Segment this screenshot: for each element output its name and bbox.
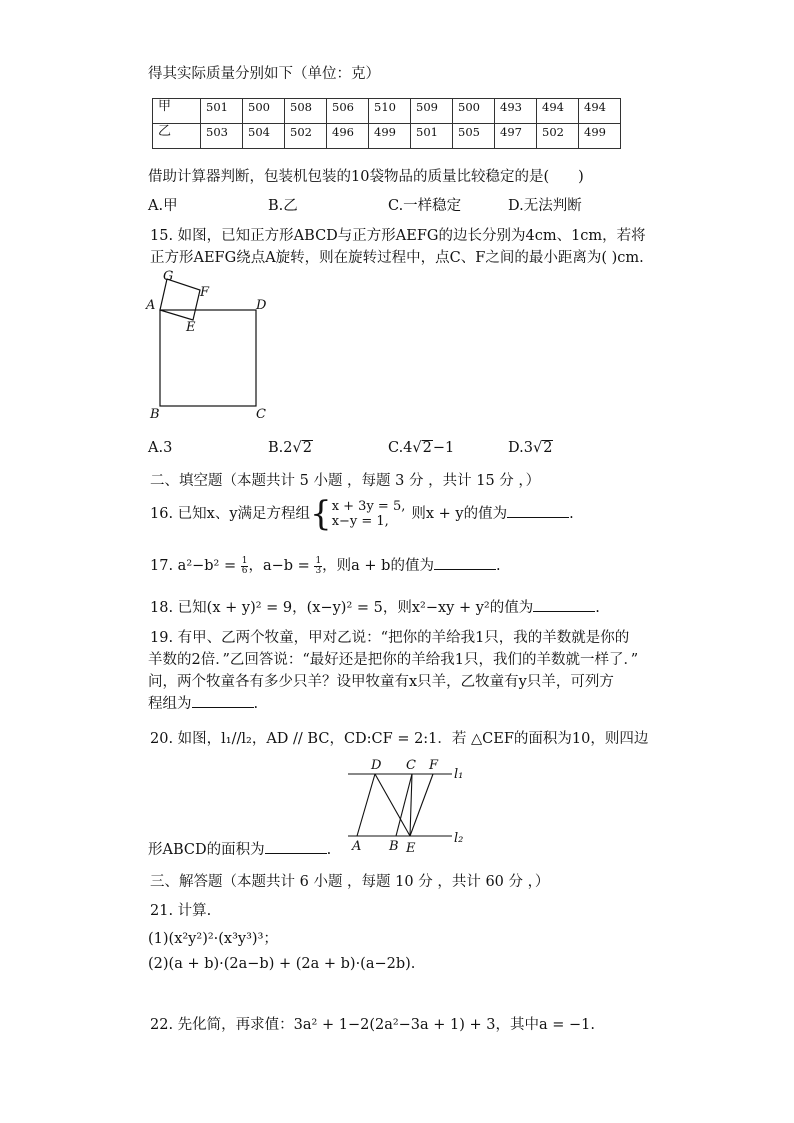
mass-table (152, 98, 621, 149)
q14-option-a: A.甲 (148, 198, 178, 214)
label-d: D (371, 758, 382, 773)
segment-ce (410, 774, 412, 836)
label-c: C (406, 758, 416, 773)
label-l1: l₁ (454, 767, 464, 782)
table-cell: 500 (453, 99, 495, 124)
square-abcd (160, 310, 256, 406)
table-cell: 501 (411, 124, 453, 149)
table-cell: 493 (495, 99, 537, 124)
table-cell: 497 (495, 124, 537, 149)
intro-line: 得其实际质量分别如下（单位：克） (148, 66, 380, 82)
label-d: D (256, 298, 267, 313)
label-e: E (186, 320, 196, 335)
label-a: A (352, 839, 362, 854)
square-aefg (160, 279, 200, 320)
q19-line1: 19. 有甲、乙两个牧童，甲对乙说：“把你的羊给我1只，我的羊数就是你的 (150, 630, 630, 646)
table-cell: 509 (411, 99, 453, 124)
q15-option-d: D.3√2 (508, 440, 553, 456)
table-cell: 494 (537, 99, 579, 124)
row-label: 甲 (153, 99, 201, 124)
table-row (153, 99, 621, 124)
table-cell: 502 (285, 124, 327, 149)
q19-line4: 程组为 . (148, 692, 258, 713)
segment-cb (396, 774, 412, 836)
table-cell: 499 (369, 124, 411, 149)
q17: 17. a²−b² = $\frac{1}{6}$ ，a−b = $\frac{1}{3}$ ，则a + b的值为 . (150, 555, 501, 576)
label-g: G (163, 269, 174, 284)
q15-figure (140, 262, 280, 427)
table-cell: 500 (243, 99, 285, 124)
label-b: B (389, 839, 399, 854)
q15-line2: 正方形AEFG绕点A旋转，则在旋转过程中，点C、F之间的最小距离为( )cm. (150, 250, 644, 266)
q20-line1: 20. 如图，l₁//l₂，AD // BC，CD:CF = 2:1．若 △CEF的面积为10，则四边 (150, 731, 649, 747)
q21-title: 21. 计算. (150, 903, 212, 919)
q14-option-b: B.乙 (268, 198, 298, 214)
label-f: F (429, 758, 439, 773)
q14-option-c: C.一样稳定 (388, 198, 462, 214)
q15-option-c: C.4√2−1 (388, 440, 455, 456)
q21-part2: (2)(a + b)·(2a−b) + (2a + b)·(a−2b). (148, 956, 416, 972)
q16: 16. 已知x、y满足方程组{ x + 3y = 5, x−y = 1, 则x + y的值为 . (150, 494, 574, 534)
q14-option-d: D.无法判断 (508, 198, 582, 214)
table-cell: 506 (327, 99, 369, 124)
section2-heading: 二、填空题（本题共计 5 小题 ，每题 3 分 ，共计 15 分 ，） (150, 473, 541, 489)
label-c: C (256, 407, 266, 422)
q15-line1: 15. 如图，已知正方形ABCD与正方形AEFG的边长分别为4cm、1cm，若将 (150, 228, 646, 244)
table-cell: 510 (369, 99, 411, 124)
q15-option-a: A.3 (148, 440, 173, 456)
table-cell: 494 (579, 99, 621, 124)
q20-line2: 形ABCD的面积为 . (148, 838, 331, 859)
segment-ad (357, 774, 375, 836)
q14-stem: 借助计算器判断，包装机包装的10袋物品的质量比较稳定的是( ) (148, 169, 584, 185)
row-label: 乙 (153, 124, 201, 149)
table-cell: 505 (453, 124, 495, 149)
section3-heading: 三、解答题（本题共计 6 小题 ，每题 10 分 ，共计 60 分 ，） (150, 874, 550, 890)
segment-fe (410, 774, 433, 836)
q19-line3: 问，两个牧童各有多少只羊？设甲牧童有x只羊，乙牧童有y只羊，可列方 (148, 674, 614, 690)
table-cell: 501 (201, 99, 243, 124)
label-a: A (146, 298, 156, 313)
q22: 22. 先化简，再求值：3a² + 1−2(2a²−3a + 1) + 3，其中a = −1. (150, 1017, 596, 1033)
table-cell: 502 (537, 124, 579, 149)
table-cell: 508 (285, 99, 327, 124)
label-l2: l₂ (454, 831, 464, 846)
q20-figure (340, 756, 480, 856)
table-cell: 496 (327, 124, 369, 149)
label-b: B (150, 407, 160, 422)
q18: 18. 已知(x + y)² = 9，(x−y)² = 5，则x²−xy + y²的值为 . (150, 596, 600, 617)
label-e: E (406, 841, 416, 856)
segment-de (375, 774, 410, 836)
q19-line2: 羊数的2倍．”乙回答说：“最好还是把你的羊给我1只，我们的羊数就一样了．” (148, 652, 639, 668)
table-row (153, 124, 621, 149)
label-f: F (200, 285, 210, 300)
table-cell: 499 (579, 124, 621, 149)
q15-option-b: B.2√2 (268, 440, 312, 456)
table-cell: 503 (201, 124, 243, 149)
q21-part1: (1)(x²y²)²·(x³y³)³； (148, 931, 278, 947)
table-cell: 504 (243, 124, 285, 149)
